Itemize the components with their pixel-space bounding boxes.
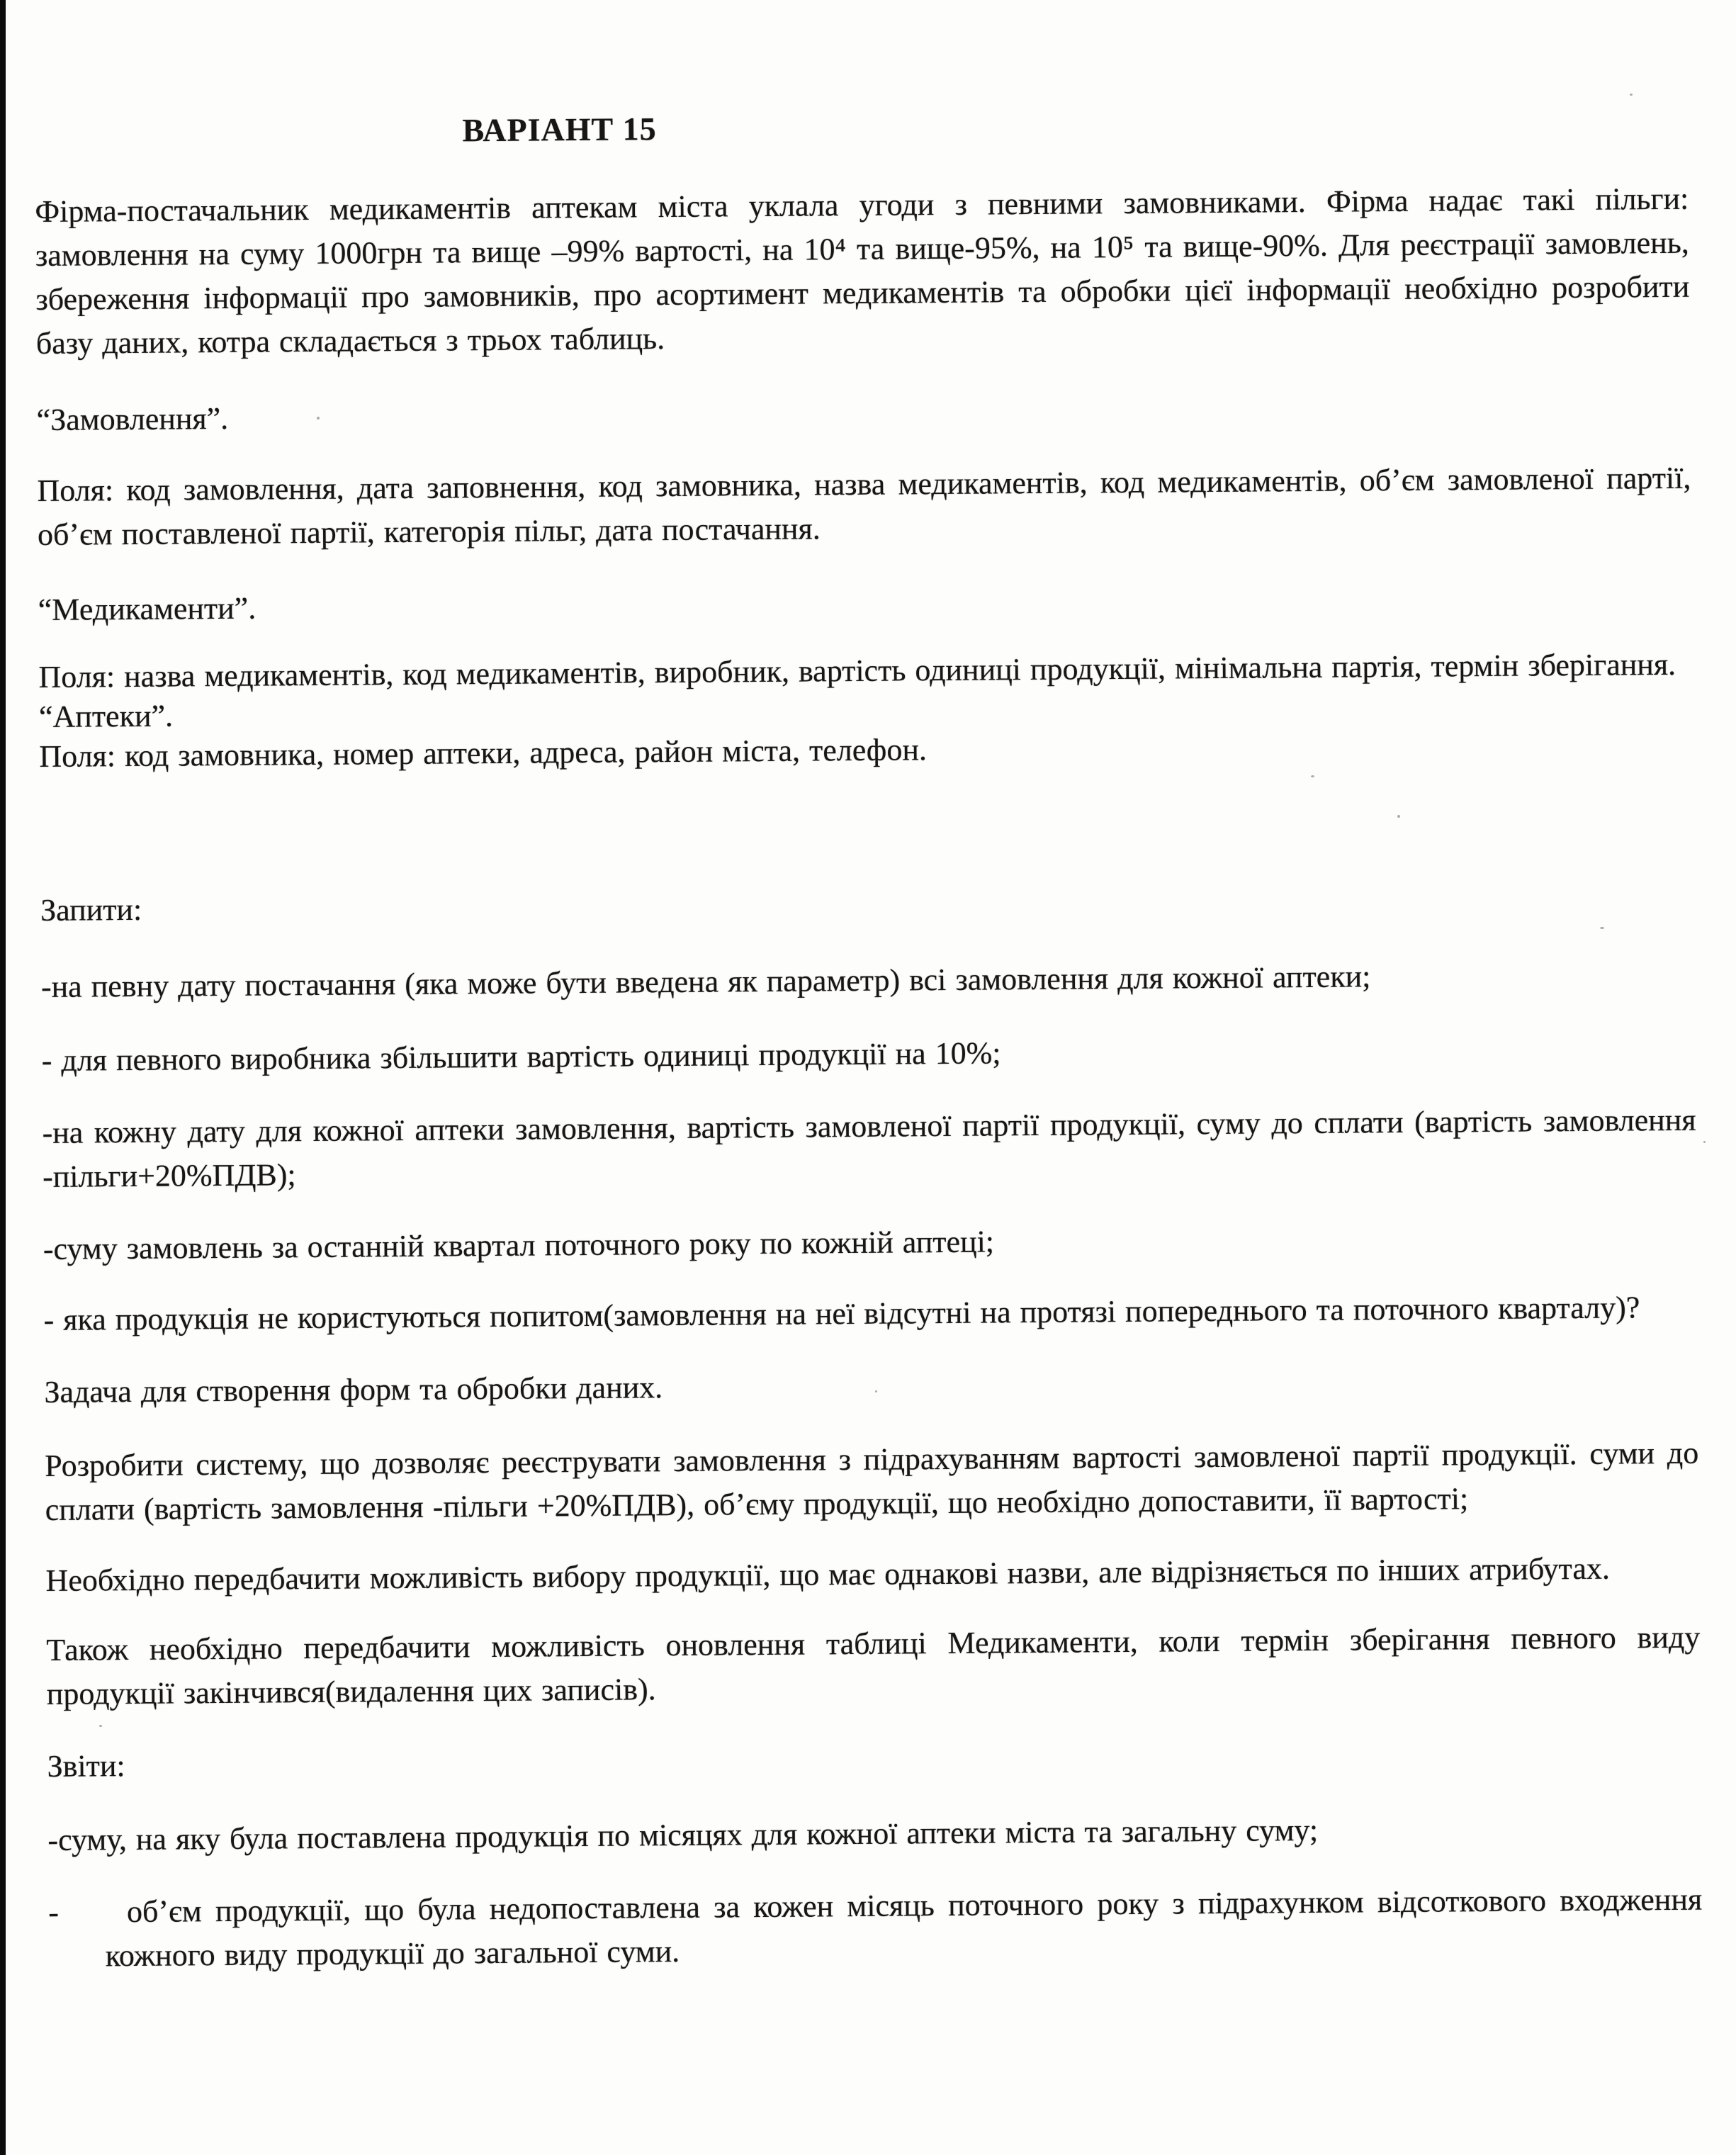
pharmacies-fields: Поля: код замовника, номер аптеки, адреса, район міста, телефон. (39, 732, 928, 775)
report-item-1: -суму, на яку була поставлена продукція по місяцях для кожної аптеки міста та загальну суму; (47, 1812, 1319, 1857)
scan-speck (1311, 775, 1314, 777)
medicines-update-note: Також необхідно передбачити можливість оновлення таблиці Медикаменти, коли термін зберігання певного виду продукції закінчився(видалення цих записів). (46, 1619, 1701, 1711)
queries-heading: Запити: (40, 891, 142, 928)
query-item-4: -суму замовлень за останній квартал поточного року по кожній аптеці; (43, 1224, 995, 1266)
scan-speck (1703, 1141, 1706, 1143)
orders-table-name: “Замовлення”. (36, 400, 229, 438)
orders-fields: Поля: код замовлення, дата заповнення, код замовника, назва медикаментів, код медикаментів, об’єм замовленої партії, об’єм поставленої партії, категорія пільг, дата постачання. (37, 460, 1691, 553)
scan-edge-artifact (0, 0, 6, 2155)
scan-speck (1630, 94, 1633, 96)
forms-task-heading: Задача для створення форм та обробки даних. (44, 1370, 663, 1410)
intro-paragraph: Фірма-постачальник медикаментів аптекам міста уклала угоди з певними замовниками. Фірма надає такі пільги: замовлення на суму 1000грн та вище –99% вартості, на 10⁴ та вище-95%, на 10⁵ та вище-90%. Для реєстрації замовлень, збереження інформації про замовників, про асортимент медикаментів та обробки цієї інформації необхідно розробити базу даних, котра складається з трьох таблиць. (35, 181, 1690, 361)
forms-task-description: Розробити систему, що дозволяє реєструвати замовлення з підрахуванням вартості замовленої партії продукції. суми до сплати (вартість замовлення -пільги +20%ПДВ), об’єму продукції, що необхідно допоставити, її вартості; (45, 1435, 1699, 1527)
query-item-5: - яка продукція не користуються попитом(замовлення на неї відсутні на протязі попереднього та поточного кварталу)? (43, 1290, 1640, 1337)
scan-speck (1397, 815, 1400, 818)
medicines-table-name: “Медикаменти”. (38, 590, 257, 628)
document-content (33, 0, 1703, 1979)
report-item-2: - об’єм продукції, що була недопоставлена за кожен місяць поточного року з підрахунком відсоткового входження кожного виду продукції до загальної суми. (48, 1881, 1703, 1974)
document-title: ВАРІАНТ 15 (462, 111, 657, 149)
query-item-1: -на певну дату постачання (яка може бути введена як параметр) всі замовлення для кожної аптеки; (40, 959, 1371, 1004)
query-item-2: - для певного виробника збільшити вартість одиниці продукції на 10%; (41, 1035, 1001, 1078)
scan-speck (875, 1390, 877, 1392)
reports-heading: Звіти: (47, 1748, 125, 1784)
query-item-3: -на кожну дату для кожної аптеки замовлення, вартість замовленої партії продукції, суму до сплати (вартість замовлення -пільги+20%ПДВ); (42, 1102, 1696, 1194)
pharmacies-table-name: “Аптеки”. (38, 698, 174, 735)
scan-speck (99, 1725, 102, 1727)
product-choice-note: Необхідно передбачити можливість вибору продукції, що має однакові назви, але відрізняється по інших атрибутах. (45, 1551, 1611, 1598)
scan-speck (317, 417, 320, 420)
medicines-fields: Поля: назва медикаментів, код медикаментів, виробник, вартість одиниці продукції, мінімальна партія, термін зберігання. (38, 646, 1676, 695)
scan-speck (1600, 927, 1604, 929)
